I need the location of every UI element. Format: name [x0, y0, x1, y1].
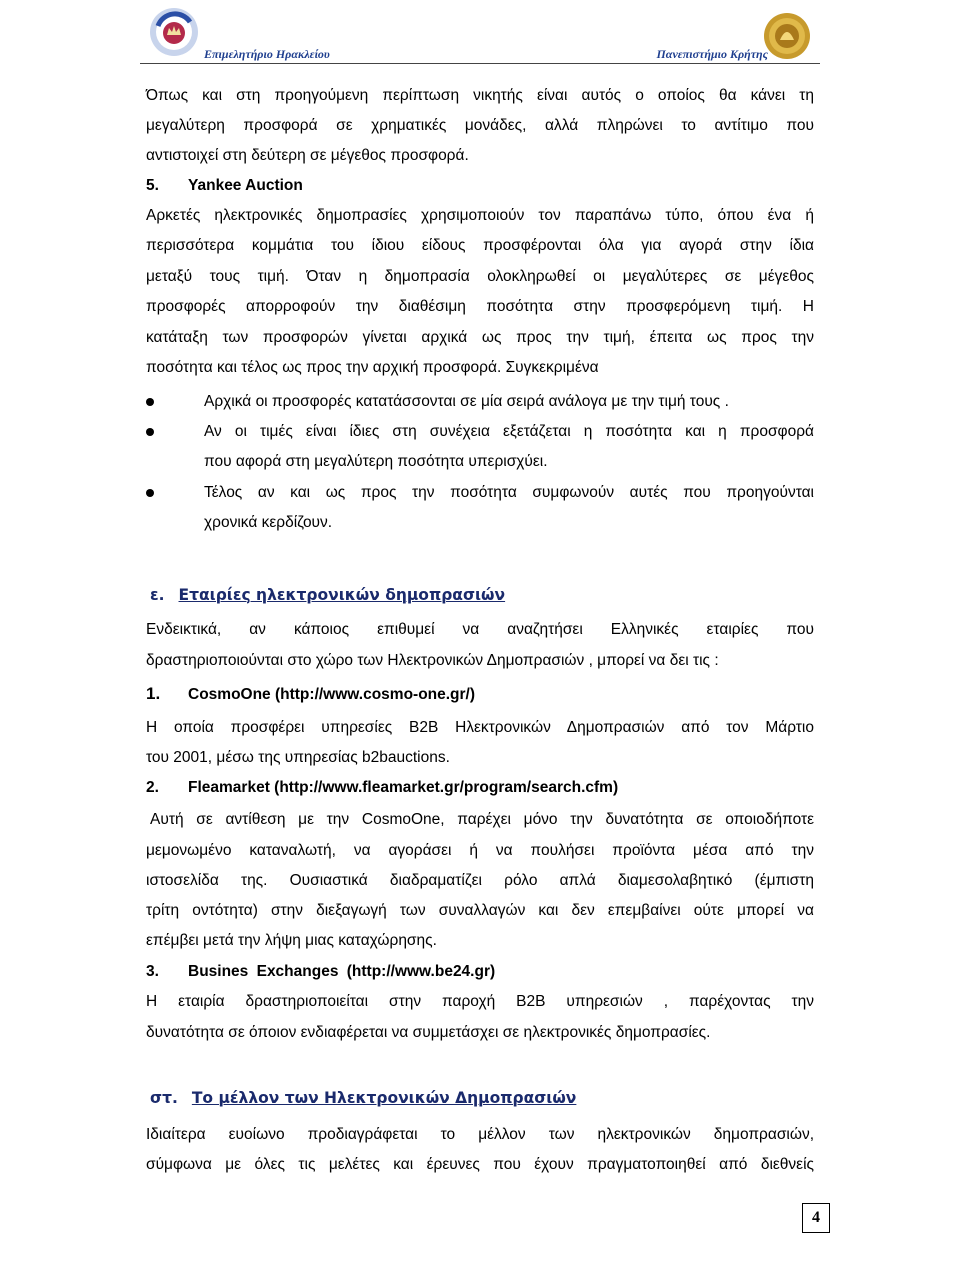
company-1-name: CosmoOne (http://www.cosmo-one.gr/) — [188, 686, 476, 703]
yankee-line-2: περισσότερα κομμάτια του ίδιου είδους προσφέρονται όλα για αγορά στην ίδια — [146, 237, 814, 254]
company-1-line-1: Η οποία προσφέρει υπηρεσίες B2B Ηλεκτρονικών Δημοπρασιών από τον Μάρτιο — [146, 719, 814, 736]
company-2-line-5: επέμβει μετά την λήψη μιας καταχώρησης. — [146, 932, 437, 949]
yankee-line-6: ποσότητα και τέλος ως προς την αρχική προσφορά. Συγκεκριμένα — [146, 359, 599, 376]
company-1-number: 1. — [146, 684, 161, 703]
company-3-number: 3. — [146, 963, 159, 980]
bullet-dot — [146, 398, 154, 406]
header-right-org: Πανεπιστήμιο Κρήτης — [656, 47, 768, 61]
bullet-dot — [146, 428, 154, 436]
yankee-line-1: Αρκετές ηλεκτρονικές δημοπρασίες χρησιμοποιούν τον παραπάνω τύπο, όπου ένα ή — [146, 207, 814, 224]
company-2-line-1: Αυτή σε αντίθεση με την CosmoOne, παρέχει μόνο την δυνατότητα σε οποιοδήποτε — [150, 811, 814, 828]
bullet-2-line-1: Αν οι τιμές είναι ίδιες στη συνέχεια εξετάζεται η ποσότητα και η προσφορά — [204, 423, 814, 440]
bullet-2-line-2: που αφορά στη μεγαλύτερη ποσότητα υπερισχύει. — [204, 453, 548, 470]
university-gold-seal-icon — [762, 10, 812, 62]
bullet-3-line-1: Τέλος αν και ως προς την ποσότητα συμφωνούν αυτές που προηγούνται — [204, 484, 814, 501]
yankee-title: Yankee Auction — [188, 177, 303, 194]
bullet-dot — [146, 489, 154, 497]
company-2-heading — [146, 778, 814, 798]
company-2-line-4: τρίτη οντότητα) στην διεξαγωγή των συναλλαγών και δεν επεμβαίνει ούτε μπορεί να — [146, 902, 814, 919]
section-e-intro-2: δραστηριοποιούνται στο χώρο των Ηλεκτρονικών Δημοπρασιών , μπορεί να δει τις : — [146, 652, 719, 669]
section-e-intro-1: Ενδεικτικά, αν κάποιος επιθυμεί να αναζητήσει Ελληνικές εταιρίες που — [146, 621, 814, 638]
intro-line-1: Όπως και στη προηγούμενη περίπτωση νικητής είναι αυτός ο οποίος θα κάνει τη — [146, 87, 814, 104]
section-st-line-2: σύμφωνα με όλες τις μελέτες και έρευνες που έχουν πραγματοποιηθεί από διεθνείς — [146, 1156, 814, 1173]
company-3-heading — [146, 962, 814, 982]
page-number: 4 — [802, 1203, 830, 1233]
section-e-heading — [150, 585, 505, 605]
section-st-heading — [150, 1088, 576, 1108]
header-rule — [140, 63, 820, 64]
company-1-line-2: του 2001, μέσω της υπηρεσίας b2bauctions. — [146, 749, 450, 766]
yankee-heading — [146, 176, 814, 196]
page-header — [140, 4, 820, 66]
company-1-heading — [146, 684, 814, 705]
section-st-letter: στ. — [150, 1089, 178, 1107]
company-2-line-3: ιστοσελίδα της. Ουσιαστικά διαδραματίζει ρόλο απλά διαμεσολαβητικό (έμπιστη — [146, 872, 814, 889]
company-2-line-2: μεμονωμένο καταναλωτή, να αγοράσει ή να πουλήσει προϊόντα μέσα από την — [146, 842, 814, 859]
bullet-1-line-1: Αρχικά οι προσφορές κατατάσσονται σε μία σειρά ανάλογα με την τιμή τους . — [204, 393, 729, 410]
intro-line-2: μεγαλύτερη προσφορά σε χρηματικές μονάδες, αλλά πληρώνει το αντίτιμο που — [146, 117, 814, 134]
section-e-letter: ε. — [150, 586, 165, 604]
section-st-line-1: Ιδιαίτερα ευοίωνο προδιαγράφεται το μέλλον των ηλεκτρονικών δημοπρασιών, — [146, 1126, 814, 1143]
section-st-title: Το μέλλον των Ηλεκτρονικών Δημοπρασιών — [191, 1089, 577, 1107]
bullet-3-line-2: χρονικά κερδίζουν. — [204, 514, 333, 531]
header-left-org: Επιμελητήριο Ηρακλείου — [204, 47, 330, 61]
company-2-number: 2. — [146, 779, 159, 796]
chamber-crown-logo-icon — [148, 6, 200, 58]
yankee-line-3: μεταξύ τους τιμή. Όταν η δημοπρασία ολοκληρωθεί οι μεγαλύτερες σε μέγεθος — [146, 268, 814, 285]
company-3-line-1: Η εταιρία δραστηριοποιείται στην παροχή B2B υπηρεσιών , παρέχοντας την — [146, 993, 814, 1010]
section-e-title: Εταιρίες ηλεκτρονικών δημοπρασιών — [178, 586, 506, 604]
company-3-line-2: δυνατότητα σε όποιον ενδιαφέρεται να συμμετάσχει σε ηλεκτρονικές δημοπρασίες. — [146, 1024, 711, 1041]
intro-line-3: αντιστοιχεί στη δεύτερη σε μέγεθος προσφορά. — [146, 147, 469, 164]
yankee-line-4: προσφορές απορροφούν την διαθέσιμη ποσότητα στην προσφερόμενη τιμή. Η — [146, 298, 814, 315]
company-2-name: Fleamarket (http://www.fleamarket.gr/program/search.cfm) — [188, 779, 619, 796]
company-3-name: Busines Exchanges (http://www.be24.gr) — [188, 963, 496, 980]
yankee-number: 5. — [146, 177, 159, 194]
yankee-line-5: κατάταξη των προσφορών γίνεται αρχικά ως προς την τιμή, έπειτα ως προς την — [146, 329, 814, 346]
